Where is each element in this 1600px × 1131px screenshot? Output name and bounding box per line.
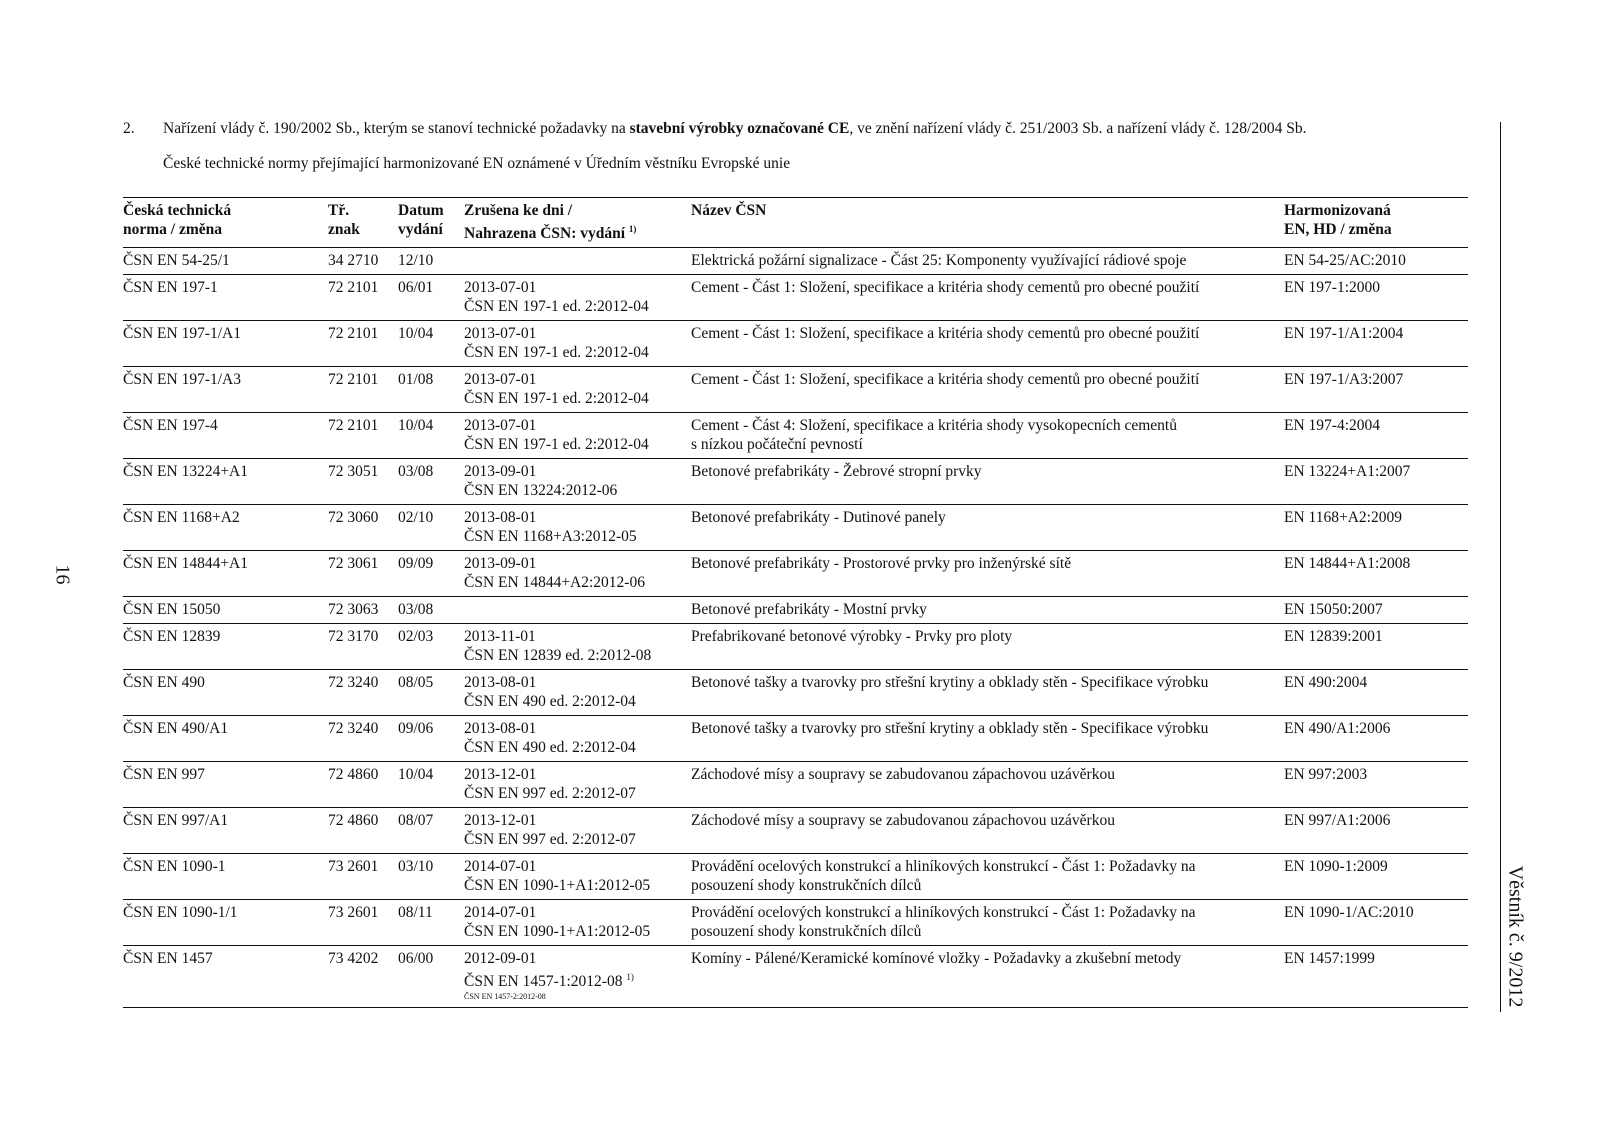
cell-datum — [398, 597, 464, 624]
section-heading — [123, 120, 1423, 138]
cell-trida — [328, 505, 398, 551]
zrusena-date: 2013-11-01 — [464, 628, 536, 646]
cell-norma-text: ČSN EN 1168+A2 — [123, 509, 240, 527]
table-row — [123, 670, 1468, 716]
cell-trida — [328, 597, 398, 624]
cell-datum — [398, 762, 464, 808]
nazev-line2: posouzení shody konstrukčních dílců — [691, 923, 922, 941]
cell-trida-text: 72 4860 — [328, 812, 379, 830]
cell-nazev — [691, 321, 1284, 367]
cell-norma — [123, 900, 328, 946]
cell-norma — [123, 459, 328, 505]
cell-harmonizovana — [1284, 716, 1468, 762]
zrusena-date: 2012-09-01 — [464, 950, 537, 968]
cell-harmonizovana-text: EN 997:2003 — [1284, 766, 1368, 784]
nazev-line1: Cement - Část 1: Složení, specifikace a kritéria shody cementů pro obecné použití — [691, 371, 1200, 389]
nazev-line1: Betonové prefabrikáty - Dutinové panely — [691, 509, 946, 527]
cell-norma — [123, 321, 328, 367]
replacement-norm: ČSN EN 197-1 ed. 2:2012-04 — [464, 390, 649, 408]
cell-datum-text: 08/07 — [398, 812, 434, 830]
header-trida — [328, 198, 398, 248]
cell-nazev — [691, 808, 1284, 854]
cell-trida — [328, 248, 398, 275]
cell-norma — [123, 624, 328, 670]
replacement-norm-extra: ČSN EN 1457-2:2012-08 — [464, 992, 546, 1002]
table-row — [123, 808, 1468, 854]
header-datum — [398, 198, 464, 248]
replacement-norm: ČSN EN 14844+A2:2012-06 — [464, 574, 645, 592]
replacement-norm: ČSN EN 197-1 ed. 2:2012-04 — [464, 298, 649, 316]
cell-norma-text: ČSN EN 197-1/A1 — [123, 325, 241, 343]
cell-harmonizovana — [1284, 670, 1468, 716]
cell-trida-text: 72 3060 — [328, 509, 379, 527]
cell-norma — [123, 505, 328, 551]
nazev-line1: Provádění ocelových konstrukcí a hliníkových konstrukcí - Část 1: Požadavky na — [691, 904, 1196, 922]
cell-norma — [123, 946, 328, 1008]
cell-norma-text: ČSN EN 197-4 — [123, 417, 218, 435]
cell-nazev — [691, 946, 1284, 1008]
cell-harmonizovana — [1284, 413, 1468, 459]
cell-nazev — [691, 762, 1284, 808]
nazev-line1: Cement - Část 1: Složení, specifikace a kritéria shody cementů pro obecné použití — [691, 279, 1200, 297]
cell-datum — [398, 716, 464, 762]
replacement-norm: ČSN EN 997 ed. 2:2012-07 — [464, 785, 636, 803]
cell-nazev — [691, 900, 1284, 946]
cell-norma — [123, 854, 328, 900]
cell-norma-text: ČSN EN 54-25/1 — [123, 252, 230, 270]
cell-trida — [328, 624, 398, 670]
cell-norma — [123, 670, 328, 716]
cell-zrusena — [464, 854, 691, 900]
header-norma — [123, 198, 328, 248]
header-harm-line1: Harmonizovaná — [1284, 202, 1391, 219]
cell-nazev — [691, 854, 1284, 900]
cell-harmonizovana-text: EN 197-1/A3:2007 — [1284, 371, 1404, 389]
cell-harmonizovana-text: EN 1090-1:2009 — [1284, 858, 1388, 876]
nazev-line1: Cement - Část 1: Složení, specifikace a kritéria shody cementů pro obecné použití — [691, 325, 1200, 343]
cell-harmonizovana-text: EN 197-1/A1:2004 — [1284, 325, 1404, 343]
nazev-line1: Záchodové mísy a soupravy se zabudovanou zápachovou uzávěrkou — [691, 812, 1115, 830]
cell-trida-text: 73 2601 — [328, 858, 379, 876]
table-row — [123, 367, 1468, 413]
cell-harmonizovana — [1284, 762, 1468, 808]
cell-trida-text: 72 3240 — [328, 674, 379, 692]
cell-zrusena — [464, 275, 691, 321]
zrusena-date: 2013-07-01 — [464, 279, 537, 297]
cell-datum-text: 09/06 — [398, 720, 434, 738]
heading-bold-text: stavební výrobky označované CE — [629, 120, 850, 137]
header-nazev-text: Název ČSN — [691, 202, 767, 219]
cell-datum — [398, 459, 464, 505]
cell-trida-text: 34 2710 — [328, 252, 379, 270]
cell-norma — [123, 597, 328, 624]
cell-harmonizovana — [1284, 367, 1468, 413]
replacement-norm: ČSN EN 1090-1+A1:2012-05 — [464, 923, 651, 941]
zrusena-date: 2013-09-01 — [464, 555, 537, 573]
cell-zrusena — [464, 413, 691, 459]
nazev-line1: Komíny - Pálené/Keramické komínové vložky - Požadavky a zkušební metody — [691, 950, 1182, 968]
margin-rule — [1500, 122, 1501, 1012]
table-row — [123, 505, 1468, 551]
replacement-norm: ČSN EN 490 ed. 2:2012-04 — [464, 739, 636, 757]
table-row — [123, 551, 1468, 597]
cell-nazev — [691, 551, 1284, 597]
cell-datum-text: 08/05 — [398, 674, 434, 692]
cell-harmonizovana — [1284, 459, 1468, 505]
cell-trida — [328, 551, 398, 597]
cell-datum-text: 06/00 — [398, 950, 434, 968]
table-row — [123, 946, 1468, 1008]
cell-zrusena — [464, 808, 691, 854]
cell-zrusena — [464, 551, 691, 597]
replacement-norm: ČSN EN 12839 ed. 2:2012-08 — [464, 647, 652, 665]
cell-trida — [328, 946, 398, 1008]
zrusena-date: 2013-07-01 — [464, 417, 537, 435]
header-footnote-mark: 1) — [628, 224, 637, 234]
cell-trida — [328, 716, 398, 762]
cell-datum — [398, 275, 464, 321]
zrusena-date: 2013-09-01 — [464, 463, 537, 481]
cell-datum — [398, 248, 464, 275]
cell-datum — [398, 854, 464, 900]
header-trida-line1: Tř. — [328, 202, 350, 219]
cell-harmonizovana — [1284, 597, 1468, 624]
cell-datum-text: 03/08 — [398, 601, 434, 619]
cell-datum-text: 02/03 — [398, 628, 434, 646]
table-row — [123, 716, 1468, 762]
cell-norma — [123, 413, 328, 459]
cell-datum-text: 10/04 — [398, 766, 434, 784]
cell-norma — [123, 808, 328, 854]
cell-nazev — [691, 624, 1284, 670]
table-row — [123, 413, 1468, 459]
cell-harmonizovana-text: EN 490/A1:2006 — [1284, 720, 1391, 738]
cell-harmonizovana-text: EN 15050:2007 — [1284, 601, 1383, 619]
cell-norma-text: ČSN EN 12839 — [123, 628, 221, 646]
cell-norma — [123, 716, 328, 762]
cell-norma — [123, 551, 328, 597]
cell-harmonizovana — [1284, 551, 1468, 597]
cell-datum-text: 08/11 — [398, 904, 433, 922]
cell-datum-text: 03/10 — [398, 858, 434, 876]
replacement-norm: ČSN EN 197-1 ed. 2:2012-04 — [464, 344, 649, 362]
cell-nazev — [691, 459, 1284, 505]
cell-zrusena — [464, 321, 691, 367]
cell-trida — [328, 900, 398, 946]
cell-zrusena — [464, 670, 691, 716]
cell-trida-text: 72 2101 — [328, 371, 379, 389]
cell-datum — [398, 505, 464, 551]
cell-harmonizovana-text: EN 14844+A1:2008 — [1284, 555, 1411, 573]
cell-zrusena — [464, 367, 691, 413]
cell-datum — [398, 624, 464, 670]
cell-datum — [398, 367, 464, 413]
cell-trida-text: 72 3061 — [328, 555, 379, 573]
cell-norma — [123, 762, 328, 808]
cell-datum-text: 02/10 — [398, 509, 434, 527]
cell-datum — [398, 551, 464, 597]
cell-zrusena — [464, 459, 691, 505]
nazev-line2: s nízkou počáteční pevností — [691, 436, 863, 454]
nazev-line1: Cement - Část 4: Složení, specifikace a kritéria shody vysokopecních cementů — [691, 417, 1177, 435]
zrusena-date: 2013-07-01 — [464, 325, 537, 343]
cell-nazev — [691, 597, 1284, 624]
table-body — [123, 248, 1468, 1008]
nazev-line1: Záchodové mísy a soupravy se zabudovanou zápachovou uzávěrkou — [691, 766, 1115, 784]
cell-harmonizovana-text: EN 54-25/AC:2010 — [1284, 252, 1406, 270]
table-header-row — [123, 198, 1468, 248]
cell-norma-text: ČSN EN 197-1 — [123, 279, 218, 297]
cell-norma-text: ČSN EN 1090-1/1 — [123, 904, 238, 922]
zrusena-date: 2013-08-01 — [464, 720, 537, 738]
zrusena-date: 2013-08-01 — [464, 509, 537, 527]
cell-harmonizovana-text: EN 997/A1:2006 — [1284, 812, 1391, 830]
cell-trida-text: 72 3063 — [328, 601, 379, 619]
cell-norma-text: ČSN EN 14844+A1 — [123, 555, 248, 573]
cell-trida — [328, 459, 398, 505]
page-number: 16 — [51, 564, 74, 585]
cell-harmonizovana — [1284, 275, 1468, 321]
cell-datum-text: 01/08 — [398, 371, 434, 389]
subheading: České technické normy přejímající harmonizované EN oznámené v Úředním věstníku Evropské unie — [163, 155, 791, 172]
cell-harmonizovana-text: EN 1457:1999 — [1284, 950, 1375, 968]
cell-nazev — [691, 413, 1284, 459]
cell-trida-text: 73 4202 — [328, 950, 379, 968]
cell-trida-text: 72 3051 — [328, 463, 379, 481]
cell-harmonizovana — [1284, 854, 1468, 900]
table-row — [123, 597, 1468, 624]
cell-datum — [398, 413, 464, 459]
cell-norma-text: ČSN EN 1090-1 — [123, 858, 226, 876]
heading-text-end: , ve znění nařízení vlády č. 251/2003 Sb. a nařízení vlády č. 128/2004 Sb. — [849, 120, 1307, 137]
cell-datum-text: 10/04 — [398, 325, 434, 343]
table-row — [123, 854, 1468, 900]
cell-harmonizovana — [1284, 321, 1468, 367]
cell-nazev — [691, 670, 1284, 716]
cell-norma — [123, 367, 328, 413]
nazev-line1: Betonové tašky a tvarovky pro střešní krytiny a obklady stěn - Specifikace výrobku — [691, 674, 1209, 692]
heading-text: Nařízení vlády č. 190/2002 Sb., kterým se stanoví technické požadavky na — [163, 120, 630, 137]
cell-norma-text: ČSN EN 490 — [123, 674, 205, 692]
cell-norma-text: ČSN EN 13224+A1 — [123, 463, 248, 481]
table-row — [123, 321, 1468, 367]
cell-trida-text: 73 2601 — [328, 904, 379, 922]
header-zrusena — [464, 198, 691, 248]
cell-zrusena — [464, 900, 691, 946]
cell-harmonizovana — [1284, 624, 1468, 670]
cell-norma — [123, 275, 328, 321]
cell-harmonizovana — [1284, 900, 1468, 946]
zrusena-date: 2013-08-01 — [464, 674, 537, 692]
cell-harmonizovana — [1284, 248, 1468, 275]
replacement-norm: ČSN EN 1168+A3:2012-05 — [464, 528, 637, 546]
table-row — [123, 275, 1468, 321]
cell-trida-text: 72 2101 — [328, 325, 379, 343]
replacement-norm: ČSN EN 490 ed. 2:2012-04 — [464, 693, 636, 711]
nazev-line1: Elektrická požární signalizace - Část 25: Komponenty využívající rádiové spoje — [691, 252, 1187, 270]
cell-nazev — [691, 367, 1284, 413]
cell-datum — [398, 321, 464, 367]
cell-datum-text: 09/09 — [398, 555, 434, 573]
cell-trida — [328, 854, 398, 900]
header-norma-line1: Česká technická — [123, 202, 232, 219]
table-row — [123, 624, 1468, 670]
header-zrusena-line2: Nahrazena ČSN: vydání — [464, 225, 626, 243]
replacement-norm: ČSN EN 13224:2012-06 — [464, 482, 618, 500]
cell-datum — [398, 808, 464, 854]
header-harmonizovana — [1284, 198, 1468, 248]
table-row — [123, 900, 1468, 946]
table-row — [123, 248, 1468, 275]
cell-norma-text: ČSN EN 15050 — [123, 601, 221, 619]
cell-nazev — [691, 275, 1284, 321]
cell-datum-text: 03/08 — [398, 463, 434, 481]
cell-harmonizovana — [1284, 808, 1468, 854]
zrusena-date: 2013-12-01 — [464, 812, 537, 830]
cell-norma-text: ČSN EN 1457 — [123, 950, 213, 968]
replacement-norm: ČSN EN 1457-1:2012-08 — [464, 973, 623, 991]
zrusena-date: 2014-07-01 — [464, 904, 537, 922]
header-trida-line2: znak — [328, 221, 360, 238]
cell-zrusena — [464, 248, 691, 275]
cell-harmonizovana-text: EN 1090-1/AC:2010 — [1284, 904, 1414, 922]
cell-trida — [328, 367, 398, 413]
header-nazev — [691, 198, 1284, 248]
cell-nazev — [691, 716, 1284, 762]
cell-norma-text: ČSN EN 197-1/A3 — [123, 371, 241, 389]
footnote-mark: 1) — [626, 972, 634, 983]
journal-name: Věstník č. 9/2012 — [1504, 865, 1527, 1008]
zrusena-date: 2013-12-01 — [464, 766, 537, 784]
cell-trida — [328, 762, 398, 808]
cell-harmonizovana — [1284, 505, 1468, 551]
cell-datum-text: 12/10 — [398, 252, 434, 270]
cell-zrusena — [464, 716, 691, 762]
cell-trida — [328, 321, 398, 367]
cell-trida — [328, 413, 398, 459]
cell-nazev — [691, 505, 1284, 551]
header-datum-line1: Datum — [398, 202, 444, 219]
cell-trida — [328, 808, 398, 854]
section-number: 2. — [123, 120, 135, 137]
cell-trida-text: 72 2101 — [328, 279, 379, 297]
cell-nazev — [691, 248, 1284, 275]
replacement-norm: ČSN EN 1090-1+A1:2012-05 — [464, 877, 651, 895]
cell-harmonizovana — [1284, 946, 1468, 1008]
table-row — [123, 762, 1468, 808]
cell-harmonizovana-text: EN 197-4:2004 — [1284, 417, 1381, 435]
header-harm-line2: EN, HD / změna — [1284, 221, 1392, 238]
cell-trida-text: 72 3170 — [328, 628, 379, 646]
cell-trida — [328, 670, 398, 716]
zrusena-date: 2014-07-01 — [464, 858, 537, 876]
cell-datum — [398, 946, 464, 1008]
cell-norma-text: ČSN EN 997/A1 — [123, 812, 229, 830]
cell-zrusena — [464, 597, 691, 624]
nazev-line1: Betonové prefabrikáty - Mostní prvky — [691, 601, 927, 619]
cell-norma-text: ČSN EN 997 — [123, 766, 205, 784]
nazev-line1: Betonové prefabrikáty - Žebrové stropní prvky — [691, 463, 982, 481]
nazev-line1: Betonové prefabrikáty - Prostorové prvky pro inženýrské sítě — [691, 555, 1072, 573]
nazev-line1: Prefabrikované betonové výrobky - Prvky pro ploty — [691, 628, 1013, 646]
nazev-line1: Betonové tašky a tvarovky pro střešní krytiny a obklady stěn - Specifikace výrobku — [691, 720, 1209, 738]
header-zrusena-line1: Zrušena ke dni / — [464, 202, 573, 219]
cell-datum-text: 06/01 — [398, 279, 434, 297]
cell-datum-text: 10/04 — [398, 417, 434, 435]
replacement-norm: ČSN EN 197-1 ed. 2:2012-04 — [464, 436, 649, 454]
table-row — [123, 459, 1468, 505]
nazev-line1: Provádění ocelových konstrukcí a hliníkových konstrukcí - Část 1: Požadavky na — [691, 858, 1196, 876]
cell-zrusena — [464, 762, 691, 808]
header-norma-line2: norma / změna — [123, 221, 223, 238]
cell-norma-text: ČSN EN 490/A1 — [123, 720, 229, 738]
cell-zrusena — [464, 505, 691, 551]
header-datum-line2: vydání — [398, 221, 443, 238]
cell-harmonizovana-text: EN 490:2004 — [1284, 674, 1368, 692]
norms-table — [123, 197, 1468, 1008]
cell-trida-text: 72 4860 — [328, 766, 379, 784]
cell-trida — [328, 275, 398, 321]
cell-harmonizovana-text: EN 13224+A1:2007 — [1284, 463, 1411, 481]
cell-datum — [398, 900, 464, 946]
replacement-norm: ČSN EN 997 ed. 2:2012-07 — [464, 831, 636, 849]
cell-harmonizovana-text: EN 197-1:2000 — [1284, 279, 1381, 297]
cell-trida-text: 72 2101 — [328, 417, 379, 435]
zrusena-date: 2013-07-01 — [464, 371, 537, 389]
cell-zrusena — [464, 946, 691, 1008]
nazev-line2: posouzení shody konstrukčních dílců — [691, 877, 922, 895]
cell-harmonizovana-text: EN 1168+A2:2009 — [1284, 509, 1402, 527]
cell-zrusena — [464, 624, 691, 670]
cell-norma — [123, 248, 328, 275]
cell-datum — [398, 670, 464, 716]
cell-trida-text: 72 3240 — [328, 720, 379, 738]
cell-harmonizovana-text: EN 12839:2001 — [1284, 628, 1383, 646]
